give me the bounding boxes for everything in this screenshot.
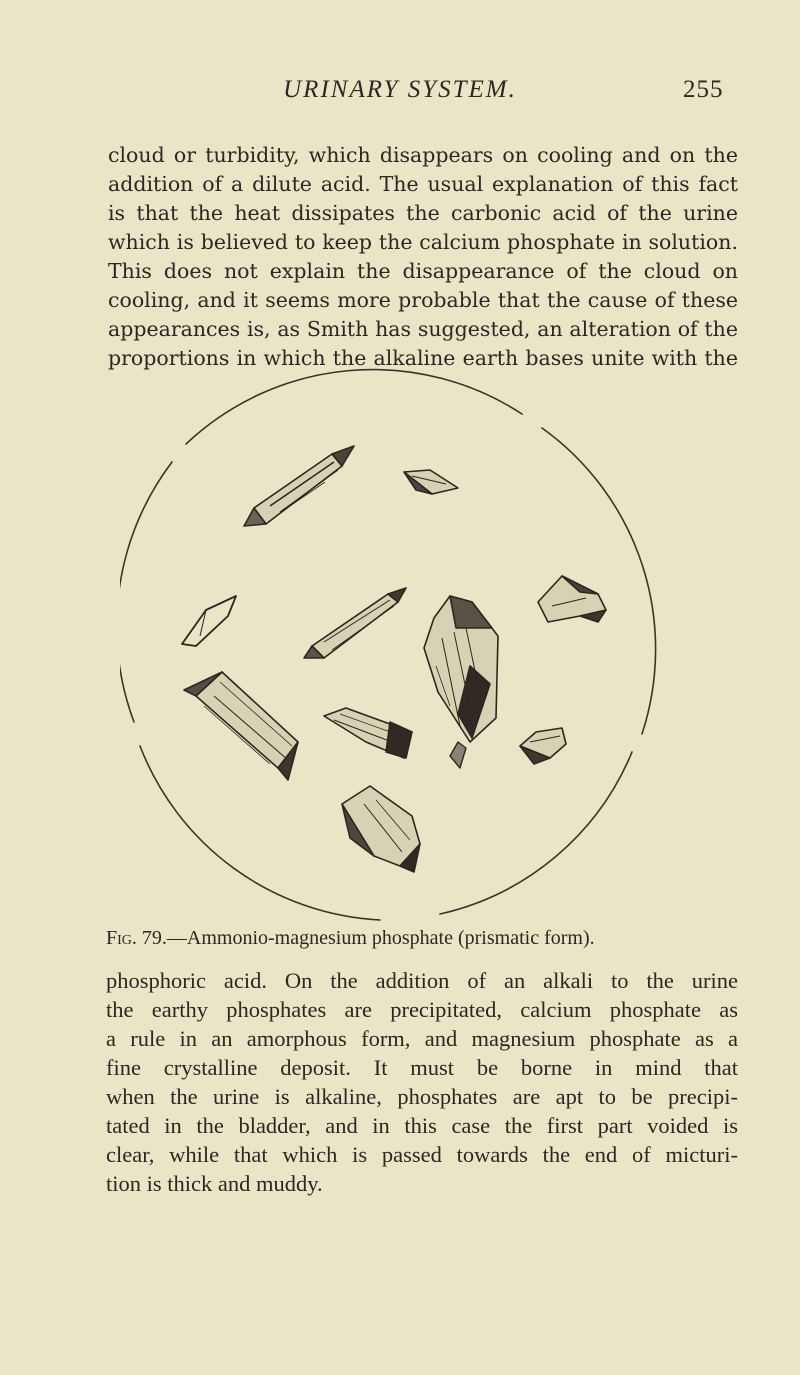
text-line: tated in the bladder, and in this case the first part voided is xyxy=(106,1113,738,1138)
running-title: URINARY SYSTEM. xyxy=(283,76,517,103)
text-line: phosphoric acid. On the addition of an alkali to the urine xyxy=(106,968,738,993)
figure-caption-text: —Ammonio-magnesium phosphate (prismatic form). xyxy=(166,927,595,949)
text-line: addition of a dilute acid. The usual explanation of this fact xyxy=(108,172,738,196)
text-line: clear, while that which is passed towards the end of micturi- xyxy=(106,1142,738,1167)
crystal-large-coffin xyxy=(424,596,498,742)
text-line: which is believed to keep the calcium phosphate in solution. xyxy=(108,230,738,254)
crystal-illustration xyxy=(120,366,668,926)
text-line: a rule in an amorphous form, and magnesium phosphate as a xyxy=(106,1026,738,1051)
crystal-outline-left xyxy=(182,596,236,646)
text-line: cooling, and it seems more probable that the cause of these xyxy=(108,288,738,312)
crystal-bottom-center xyxy=(342,786,420,872)
page-number: 255 xyxy=(683,76,724,103)
field-outline-bottom-left xyxy=(140,746,380,920)
crystal-prism-center xyxy=(304,588,406,658)
text-line: cloud or turbidity, which disappears on cooling and on the xyxy=(108,143,738,167)
figure-caption xyxy=(106,927,738,950)
crystal-prism-top-left xyxy=(244,446,354,526)
text-line: proportions in which the alkaline earth bases unite with the xyxy=(108,346,738,370)
crystal-tiny xyxy=(450,742,466,768)
text-line: is that the heat dissipates the carbonic acid of the urine xyxy=(108,201,738,225)
text-line: when the urine is alkaline, phosphates are apt to be precipi- xyxy=(106,1084,738,1109)
crystal-cross-lower-left xyxy=(184,672,298,780)
text-line: fine crystalline deposit. It must be borne in mind that xyxy=(106,1055,738,1080)
microscope-field-illustration xyxy=(120,366,668,926)
crystal-small-top-center xyxy=(404,470,458,494)
text-line: appearances is, as Smith has suggested, an alteration of the xyxy=(108,317,738,341)
text-line: the earthy phosphates are precipitated, calcium phosphate as xyxy=(106,997,738,1022)
field-outline-left xyxy=(120,462,172,722)
crystal-small-right xyxy=(520,728,566,764)
crystal-prism-lower-center xyxy=(324,708,412,758)
figure-caption-label: Fig. 79. xyxy=(106,927,167,949)
field-outline-bottom xyxy=(440,752,632,914)
text-line: tion is thick and muddy. xyxy=(106,1171,323,1196)
crystal-prism-right xyxy=(538,576,606,622)
text-line: This does not explain the disappearance of the cloud on xyxy=(108,259,738,283)
field-outline-top xyxy=(186,370,522,444)
